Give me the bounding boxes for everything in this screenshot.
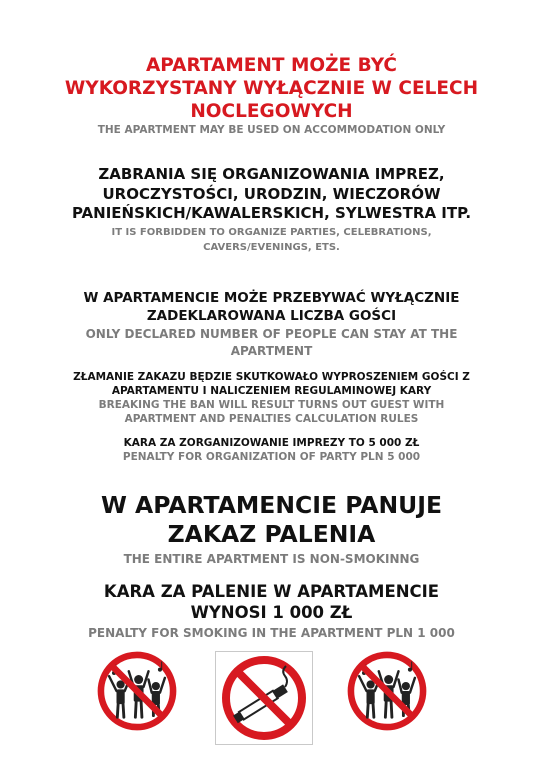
smoking-penalty-translation: PENALTY FOR SMOKING IN THE APARTMENT PLN 1 000 (88, 626, 455, 640)
smoking-heading-line-1: W APARTAMENCIE PANUJE (100, 491, 443, 519)
rule-smoking (0, 491, 543, 567)
guests-heading-line-2: ZADEKLAROWANA LICZBA GOŚCI (146, 308, 397, 324)
accommodation-heading-line-3: NOCLEGOWYCH (190, 101, 353, 122)
ban-heading-line-1: ZŁAMANIE ZAKAZU BĘDZIE SKUTKOWAŁO WYPROSZENIEM GOŚCI Z (73, 371, 470, 383)
smoking-penalty-heading-line-2: WYNOSI 1 000 ZŁ (190, 603, 353, 622)
smoking-translation: THE ENTIRE APARTMENT IS NON-SMOKINNG (123, 552, 420, 566)
ban-translation-line-2: APARTMENT AND PENALTIES CALCULATION RULES (124, 413, 419, 425)
parties-heading-line-1: ZABRANIA SIĘ ORGANIZOWANIA IMPREZ, (98, 165, 445, 183)
ban-translation-line-1: BREAKING THE BAN WILL RESULT TURNS OUT GUEST WITH (98, 399, 445, 411)
no-party-icon (346, 650, 428, 732)
no-party-icon (96, 650, 178, 732)
ban-heading-line-2: APARTAMENTU I NALICZENIEM REGULAMINOWEJ KARY (111, 385, 432, 397)
parties-heading-line-2: UROCZYSTOŚCI, URODZIN, WIECZORÓW (102, 184, 441, 203)
accommodation-heading-line-2: WYKORZYSTANY WYŁĄCZNIE W CELECH (64, 78, 479, 99)
guests-heading-line-1: W APARTAMENCIE MOŻE PRZEBYWAĆ WYŁĄCZNIE (83, 290, 460, 306)
party-penalty-translation: PENALTY FOR ORGANIZATION OF PARTY PLN 5 000 (122, 451, 421, 463)
smoking-heading-line-2: ZAKAZ PALENIA (167, 520, 376, 548)
guests-translation-line-2: APARTMENT (230, 344, 313, 358)
no-smoking-icon (215, 651, 315, 747)
parties-translation-line-1: IT IS FORBIDDEN TO ORGANIZE PARTIES, CELEBRATIONS, (111, 226, 432, 238)
smoking-penalty-heading-line-1: KARA ZA PALENIE W APARTAMENCIE (103, 582, 440, 601)
rule-accommodation (0, 54, 543, 137)
guests-translation-line-1: ONLY DECLARED NUMBER OF PEOPLE CAN STAY AT THE (85, 327, 458, 341)
rule-smoking-penalty (0, 581, 543, 641)
rule-guests (0, 289, 543, 359)
party-penalty-heading: KARA ZA ZORGANIZOWANIE IMPREZY TO 5 000 ZŁ (123, 437, 420, 449)
accommodation-heading-line-1: APARTAMENT MOŻE BYĆ (145, 55, 398, 76)
parties-translation-line-2: CAVERS/EVENINGS, ETS. (203, 241, 340, 253)
rule-parties (0, 165, 543, 254)
accommodation-translation: THE APARTMENT MAY BE USED ON ACCOMMODATION ONLY (97, 124, 446, 136)
rule-party-penalty (0, 436, 543, 464)
parties-heading-line-3: PANIEŃSKICH/KAWALERSKICH, SYLWESTRA ITP. (71, 204, 472, 222)
rule-ban (0, 370, 543, 426)
